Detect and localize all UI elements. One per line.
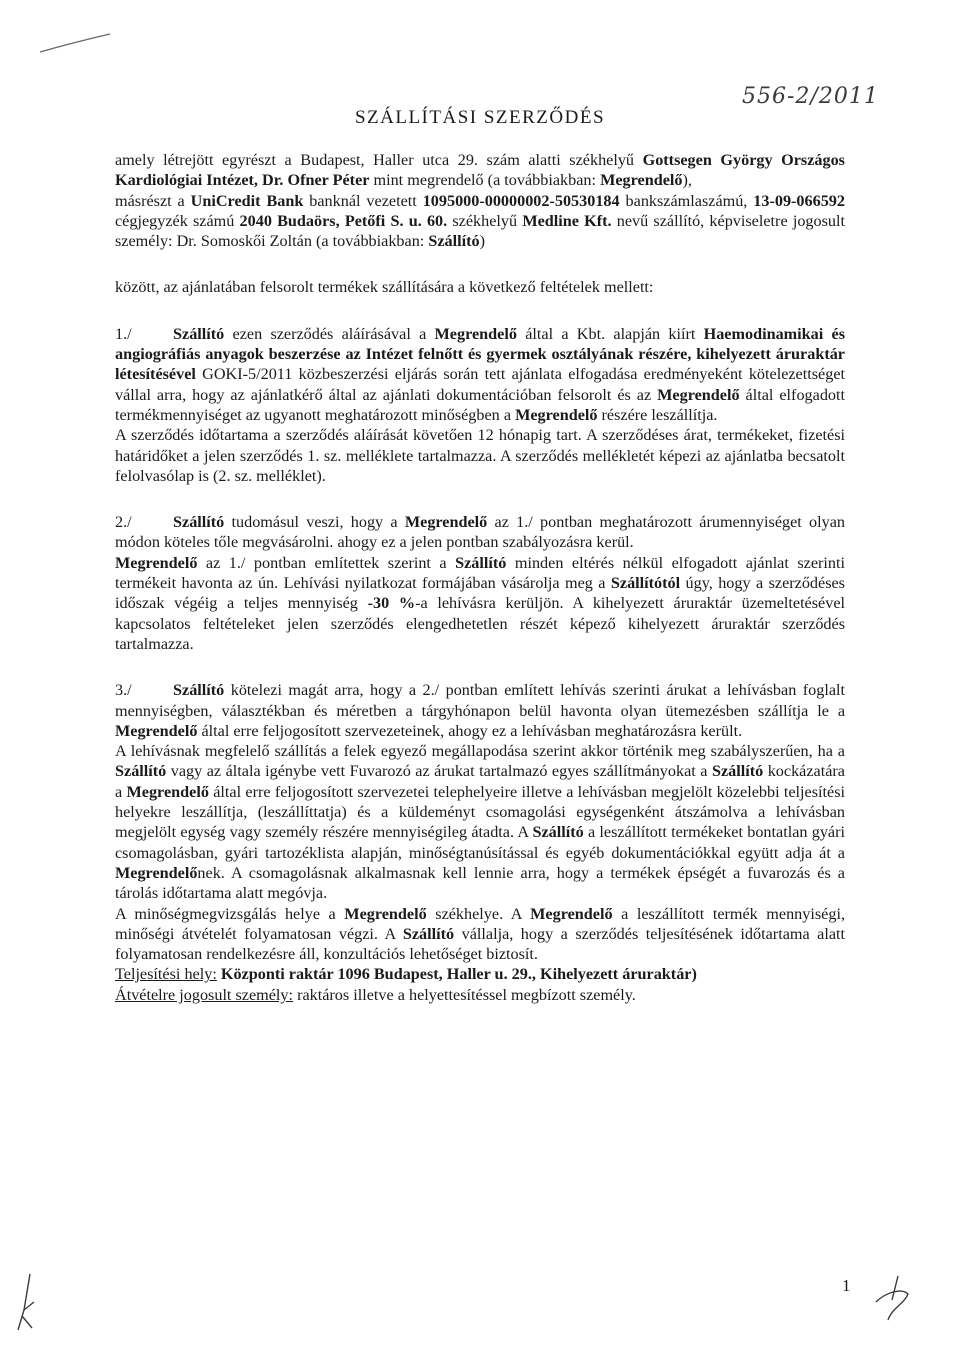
section-1-duration-paragraph: A szerződés időtartama a szerződés aláírását követően 12 hónapig tart. A szerződéses árat, termékeket, fizetési határidőket a jelen szerződés 1. sz. melléklete tartalmazza. A szerződés mellékletét képezi az ajánlatba becsatolt felolvasólap is (2. sz. melléklet). — [115, 426, 845, 485]
section-3-inspection-paragraph: A minőségmegvizsgálás helye a Megrendelő székhelye. A Megrendelő a leszállított termék mennyiségi, minőségi átvételét folyamatosan végzi. A Szállító vállalja, hogy a szerződés teljesítésének időtartama alatt folyamatosan rendelkezésre áll, konzultációs lehetőséget biztosít. — [115, 904, 846, 964]
handwritten-reference-number: 556-2/2011 — [742, 84, 879, 109]
section-2-call-off-paragraph: Megrendelő az 1./ pontban említettek szerint a Szállító minden eltérés nélkül elfogadott ajánlat szerinti termékeit havonta az ún. Lehívási nyilatkozat formájában vásárolja meg a Szállítótól úgy, hogy a szerződéses időszak végéig a teljes mennyiség -30 %-a lehívásra kerüljön. A kihelyezett áruraktár üzemeltetésével kapcsolatos feltételeket jelen szerződés elengedhetetlen részét képező kihelyezett áruraktár szerződés tartalmazza. — [115, 553, 846, 653]
section-3-paragraph: 3./ Szállító kötelezi magát arra, hogy a 2./ pontban említett lehívás szerinti árukat a lehívásban foglalt mennyiségben, választékban és méretben a tárgyhónapon belül havonta olyan ütemezésben szállítja le a Megrendelő által erre feljogosított szervezeteinek, ahogy ez a lehívásban meghatározásra került. — [115, 681, 845, 740]
contract-body — [115, 150, 845, 1005]
section-1-number: 1./ — [115, 324, 132, 343]
section-3-number: 3./ — [115, 681, 132, 700]
section-2-paragraph: 2./ Szállító tudomásul veszi, hogy a Megrendelő az 1./ pontban meghatározott árumennyiséget olyan módon köteles tőle megvásárolni. ahogy ez a jelen pontban szabályozásra kerül. — [115, 513, 846, 552]
intro-paragraph: amely létrejött egyrészt a Budapest, Haller utca 29. szám alatti székhelyű Gottsegen György Országos Kardiológiai Intézet, Dr. Ofner Péter mint megrendelő (a továbbiakban: Megrendelő), másrészt a UniCredit Bank banknál vezetett 1095000-00000002-50530184 bankszámlaszámú, 13-09-066592 cégjegyzék számú 2040 Budaörs, Petőfi S. u. 60. székhelyű Medline Kft. nevű szállító, képviseletre jogosult személy: Dr. Somoskői Zoltán (a továbbiakban: Szállító) — [115, 151, 845, 251]
initials-signature-left — [8, 1270, 48, 1336]
page-title: SZÁLLÍTÁSI SZERZŐDÉS — [354, 107, 606, 128]
place-of-performance: Teljesítési hely: Központi raktár 1096 Budapest, Haller u. 29., Kihelyezett áruraktár) — [115, 965, 697, 984]
page-number: 1 — [842, 1276, 851, 1295]
section-2-number: 2./ — [115, 513, 132, 532]
between-clause: között, az ajánlatában felsorolt termékek szállítására a következő feltételek mellett: — [115, 278, 654, 297]
section-3-delivery-paragraph: A lehívásnak megfelelő szállítás a felek egyező megállapodása szerint akkor történik meg szabályszerűen, ha a Szállító vagy az általa igénybe vett Fuvarozó az árukat tartalmazó egyes szállítmányokat a Szállító kockázatára a Megrendelő által erre feljogosított szervezetei telephelyeire illetve a lehívásban megjelölt közelebbi teljesítési helyekre leszállítja, (leszállíttatja) és a küldeményt csomagolási egységenként átszámolva a lehívásban megjelölt egység vagy személy részére mennyiségileg átadta. A Szállító a leszállított termékeket bontatlan gyári csomagolásban, gyári tartozéklista alapján, minőségtanúsítással és egyéb dokumentációkkal együtt adja át a Megrendelőnek. A csomagolásnak alkalmasnak kell lennie arra, hogy a termékek épségét a fuvarozás és a tárolás időtartama alatt megóvja. — [115, 742, 846, 903]
authorized-receiver: Átvételre jogosult személy: raktáros illetve a helyettesítéssel megbízott személy. — [115, 985, 636, 1004]
section-1-paragraph: 1./ Szállító ezen szerződés aláírásával a Megrendelő által a Kbt. alapján kiírt Haemodinamikai és angiográfiás anyagok beszerzése az Intézet felnőtt és gyermek osztályának részére, kihelyezett áruraktár létesítésével GOKI-5/2011 közbeszerzési eljárás során tett ajánlata elfogadása eredményeként kötelezettséget vállal arra, hogy az ajánlatkérő által az ajánlati dokumentációban felsorolt és az Megrendelő által elfogadott termékmennyiséget az ugyanott meghatározott minőségben a Megrendelő részére leszállítja. — [115, 324, 846, 424]
pen-stroke-mark — [36, 28, 116, 58]
initials-signature-right — [868, 1270, 914, 1330]
